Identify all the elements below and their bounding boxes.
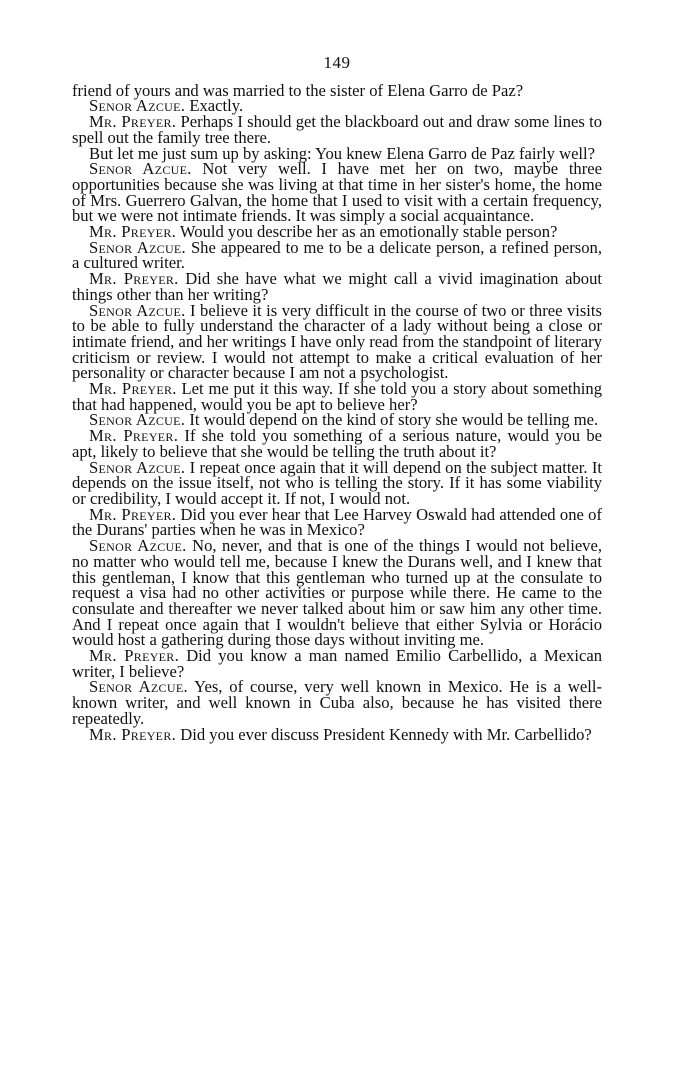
page-number: 149 <box>323 53 351 72</box>
paragraph-text: Did you ever discuss President Kennedy with Mr. Carbellido? <box>176 724 592 744</box>
speaker-name: Mr. Preyer. <box>89 504 177 524</box>
testimony-paragraph <box>72 300 602 383</box>
testimony-paragraph <box>72 237 602 273</box>
testimony-paragraph <box>72 161 602 224</box>
testimony-paragraph <box>72 114 602 145</box>
paragraph-text: Yes, of course, very well known in Mexico. He is a well-known writer, and well known in Cuba also, because he has visited there repeatedly. <box>72 677 602 728</box>
paragraph-text: It would depend on the kind of story she would be telling me. <box>185 410 599 430</box>
speaker-name: Senor Azcue. <box>89 677 188 697</box>
paragraph-text: I repeat once again that it will depend on the subject matter. It depends on the issue itself, not who is telling the story. If it has some viability or credibility, I would accept it. If not, I would not. <box>72 457 602 508</box>
speaker-name: Mr. Preyer. <box>89 222 177 242</box>
paragraph-text: Perhaps I should get the blackboard out and draw some lines to spell out the family tree there. <box>72 112 602 147</box>
testimony-paragraph <box>72 428 602 459</box>
speaker-name: Senor Azcue. <box>89 159 192 179</box>
speaker-name: Senor Azcue. <box>89 300 186 320</box>
testimony-paragraph <box>72 457 602 508</box>
speaker-name: Mr. Preyer. <box>89 426 179 446</box>
testimony-paragraph <box>72 504 602 540</box>
speaker-name: Mr. Preyer. <box>89 724 177 744</box>
paragraph-text: friend of yours and was married to the sister of Elena Garro de Paz? <box>72 80 524 100</box>
speaker-name: Senor Azcue. <box>89 536 187 556</box>
testimony-paragraph <box>72 724 602 744</box>
speaker-name: Senor Azcue. <box>89 237 186 257</box>
paragraph-text: Did you know a man named Emilio Carbellido, a Mexican writer, I believe? <box>72 646 602 681</box>
testimony-paragraph <box>72 271 602 302</box>
paragraph-text: No, never, and that is one of the things I would not believe, no matter who would tell me, because I knew the Durans well, and I knew that this gentleman, I know that this gentleman who turned up at the consulate to request a visa had no other activities or purpose while there. He came to the consulate and thereafter we never talked about him or saw him any other time. And I repeat once again that I wouldn't believe that either Sylvia or Horácio would host a gathering during those days without inviting me. <box>72 536 602 650</box>
testimony-paragraph <box>72 679 602 726</box>
paragraph-text: I believe it is very difficult in the course of two or three visits to be able to fully understand the character of a lady without being a close or intimate friend, and her writings I have only read from the standpoint of literary criticism or review. I would not attempt to make a critical evaluation of her personality or character because I am not a psychologist. <box>72 300 602 383</box>
document-body <box>72 80 602 744</box>
paragraph-text: Did she have what we might call a vivid imagination about things other than her writing? <box>72 269 602 304</box>
speaker-name: Mr. Preyer. <box>89 646 180 666</box>
paragraph-text: Exactly. <box>185 96 244 116</box>
paragraph-text: If she told you something of a serious nature, would you be apt, likely to believe that she would be telling the truth about it? <box>72 426 602 461</box>
speaker-name: Senor Azcue. <box>89 410 186 430</box>
paragraph-text: Let me put it this way. If she told you a story about something that had happened, would you be apt to believe her? <box>72 379 602 414</box>
speaker-name: Senor Azcue. <box>89 96 186 116</box>
speaker-name: Senor Azcue. <box>89 457 186 477</box>
testimony-paragraph <box>72 538 602 648</box>
paragraph-text: Did you ever hear that Lee Harvey Oswald had attended one of the Durans' parties when he was in Mexico? <box>72 504 602 540</box>
paragraph-text: Would you describe her as an emotionally stable person? <box>176 222 558 242</box>
speaker-name: Mr. Preyer. <box>89 112 177 132</box>
testimony-paragraph <box>72 648 602 679</box>
paragraph-text: But let me just sum up by asking: You knew Elena Garro de Paz fairly well? <box>89 143 596 163</box>
speaker-name: Mr. Preyer. <box>89 269 179 289</box>
document-page <box>72 55 602 742</box>
paragraph-text: She appeared to me to be a delicate person, a refined person, a cultured writer. <box>72 237 602 273</box>
paragraph-text: Not very well. I have met her on two, maybe three opportunities because she was living at that time in her sister's home, the home of Mrs. Guerrero Galvan, the home that I used to visit with a certain frequency, but we were not intimate friends. It was simply a social acquaintance. <box>72 159 602 226</box>
speaker-name: Mr. Preyer. <box>89 379 177 399</box>
testimony-paragraph <box>72 381 602 412</box>
